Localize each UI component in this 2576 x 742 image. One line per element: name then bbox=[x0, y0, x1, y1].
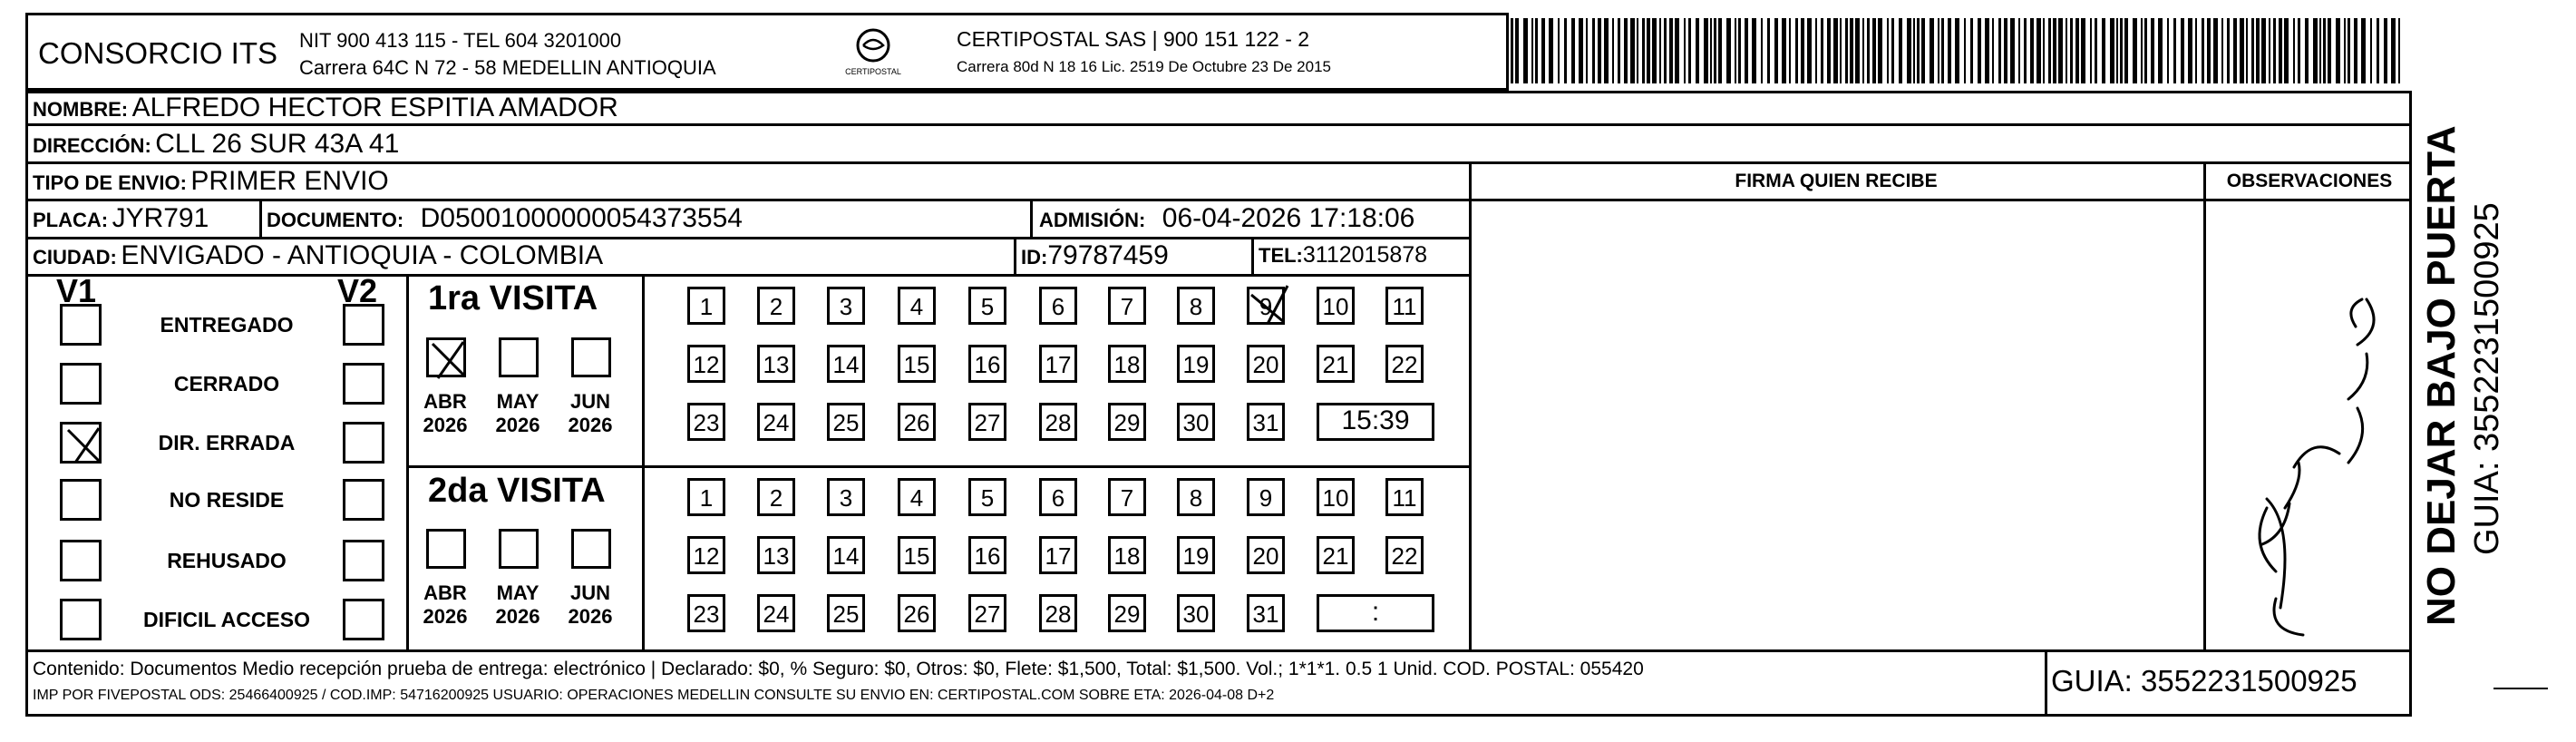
month-label bbox=[559, 390, 622, 437]
month-name: MAY bbox=[496, 390, 540, 413]
document-field bbox=[267, 203, 743, 234]
month-year: 2026 bbox=[568, 414, 613, 436]
day-box[interactable]: 4 bbox=[898, 478, 936, 516]
carrier-line: CERTIPOSTAL SAS | 900 151 122 - 2 bbox=[957, 27, 1310, 51]
day-box[interactable]: 25 bbox=[827, 403, 865, 441]
shipment-value: PRIMER ENVIO bbox=[190, 166, 389, 196]
address-field bbox=[33, 129, 399, 160]
v1-checkbox[interactable] bbox=[60, 363, 102, 405]
day-box[interactable]: 2 bbox=[757, 478, 795, 516]
day-box[interactable]: 17 bbox=[1039, 345, 1077, 383]
city-field bbox=[33, 240, 603, 271]
day-box[interactable]: 28 bbox=[1039, 594, 1077, 632]
v1-label: V1 bbox=[56, 272, 97, 309]
receiver-signature-label: FIRMA QUIEN RECIBE bbox=[1735, 171, 1938, 191]
certipostal-logo bbox=[841, 25, 905, 83]
day-box[interactable]: 15 bbox=[898, 536, 936, 574]
v2-checkbox[interactable] bbox=[343, 479, 384, 521]
day-box[interactable]: 10 bbox=[1317, 287, 1355, 325]
v1-checkbox[interactable] bbox=[60, 479, 102, 521]
visit-time-box[interactable]: 15:39 bbox=[1317, 403, 1434, 441]
id-label: ID: bbox=[1021, 246, 1048, 268]
day-number: 9 bbox=[1259, 293, 1273, 320]
day-box[interactable]: 10 bbox=[1317, 478, 1355, 516]
day-box[interactable]: 19 bbox=[1177, 536, 1215, 574]
day-box[interactable]: 12 bbox=[687, 536, 725, 574]
name-value: ALFREDO HECTOR ESPITIA AMADOR bbox=[131, 93, 618, 122]
day-box[interactable]: 28 bbox=[1039, 403, 1077, 441]
shipment-label: TIPO DE ENVIO: bbox=[33, 171, 187, 194]
day-box[interactable]: 5 bbox=[968, 478, 1006, 516]
barcode bbox=[1505, 15, 2412, 87]
v2-checkbox[interactable] bbox=[343, 540, 384, 581]
day-box[interactable]: 15 bbox=[898, 345, 936, 383]
v1-checkbox[interactable] bbox=[60, 304, 102, 346]
v2-label: V2 bbox=[337, 272, 378, 309]
address-label: DIRECCIÓN: bbox=[33, 134, 151, 157]
logo-text: CERTIPOSTAL bbox=[845, 67, 901, 76]
day-box[interactable]: 1 bbox=[687, 478, 725, 516]
month-year: 2026 bbox=[423, 414, 468, 436]
month-year: 2026 bbox=[423, 605, 468, 628]
day-box[interactable]: 1 bbox=[687, 287, 725, 325]
month-checkbox[interactable] bbox=[499, 337, 539, 377]
handwritten-signature bbox=[2212, 272, 2394, 644]
month-year: 2026 bbox=[495, 414, 540, 436]
day-box[interactable]: 23 bbox=[687, 403, 725, 441]
right-edge-mark bbox=[2493, 688, 2548, 689]
day-box[interactable]: 16 bbox=[968, 536, 1006, 574]
day-box[interactable]: 31 bbox=[1247, 594, 1285, 632]
day-box[interactable]: 18 bbox=[1108, 536, 1146, 574]
day-box[interactable]: 25 bbox=[827, 594, 865, 632]
day-box[interactable]: 13 bbox=[757, 536, 795, 574]
city-label: CIUDAD: bbox=[33, 246, 117, 268]
document-value: D05001000000054373554 bbox=[420, 203, 743, 233]
month-year: 2026 bbox=[495, 605, 540, 628]
month-year: 2026 bbox=[568, 605, 613, 628]
day-box[interactable]: 30 bbox=[1177, 594, 1215, 632]
day-box[interactable]: 22 bbox=[1385, 345, 1424, 383]
month-name: MAY bbox=[496, 581, 540, 604]
day-box[interactable]: 16 bbox=[968, 345, 1006, 383]
no-leave-under-door-warning: NO DEJAR BAJO PUERTA bbox=[2419, 125, 2464, 626]
day-box[interactable]: 21 bbox=[1317, 536, 1355, 574]
day-box[interactable]: 14 bbox=[827, 536, 865, 574]
day-box[interactable]: 11 bbox=[1385, 478, 1424, 516]
print-info-line: IMP POR FIVEPOSTAL ODS: 25466400925 / COD.IMP: 54716200925 USUARIO: OPERACIONES MEDELLIN CONSULTE SU ENVIO EN: CERTIPOSTAL.COM SOBRE ETA: 2026-04-08 D+2 bbox=[33, 688, 1275, 703]
day-box[interactable]: 29 bbox=[1108, 403, 1146, 441]
address-value: CLL 26 SUR 43A 41 bbox=[155, 129, 400, 159]
check-mark-icon bbox=[1248, 282, 1293, 327]
plate-field bbox=[33, 203, 209, 234]
month-checkbox[interactable] bbox=[571, 337, 611, 377]
day-box[interactable]: 7 bbox=[1108, 287, 1146, 325]
content-line: Contenido: Documentos Medio recepción prueba de entrega: electrónico | Declarado: $0, % Seguro: $0, Otros: $0, Flete: $1,500, Total: $1,500. Vol.; 1*1*1. 0.5 1 Unid. COD. POSTAL: 055420 bbox=[33, 659, 1644, 679]
company-name: CONSORCIO ITS bbox=[38, 36, 278, 70]
city-value: ENVIGADO - ANTIOQUIA - COLOMBIA bbox=[121, 240, 604, 270]
admission-value: 06-04-2026 17:18:06 bbox=[1162, 203, 1415, 233]
day-box[interactable]: 20 bbox=[1247, 536, 1285, 574]
v1-checkbox[interactable] bbox=[60, 599, 102, 640]
document-label: DOCUMENTO: bbox=[267, 209, 404, 231]
day-box[interactable]: 18 bbox=[1108, 345, 1146, 383]
day-box[interactable]: 26 bbox=[898, 403, 936, 441]
day-box[interactable]: 27 bbox=[968, 403, 1006, 441]
day-box[interactable]: 14 bbox=[827, 345, 865, 383]
month-name: JUN bbox=[569, 390, 610, 413]
day-box[interactable]: 31 bbox=[1247, 403, 1285, 441]
day-box[interactable]: 8 bbox=[1177, 287, 1215, 325]
status-option-label: NO RESIDE bbox=[169, 488, 285, 512]
day-box[interactable]: 27 bbox=[968, 594, 1006, 632]
v2-checkbox[interactable] bbox=[343, 363, 384, 405]
observations-label: OBSERVACIONES bbox=[2226, 171, 2393, 191]
month-name: JUN bbox=[569, 581, 610, 604]
month-name: ABR bbox=[423, 390, 467, 413]
month-label bbox=[413, 581, 477, 629]
day-box[interactable]: 24 bbox=[757, 594, 795, 632]
status-option-label: CERRADO bbox=[173, 372, 280, 395]
day-box[interactable]: 8 bbox=[1177, 478, 1215, 516]
second-visit-title: 2da VISITA bbox=[428, 472, 606, 510]
month-label bbox=[486, 390, 549, 437]
day-box[interactable]: 26 bbox=[898, 594, 936, 632]
footer-guide: GUIA: 3552231500925 bbox=[2051, 664, 2357, 698]
day-box[interactable]: 19 bbox=[1177, 345, 1215, 383]
month-checkbox[interactable] bbox=[499, 529, 539, 569]
admission-label: ADMISIÓN: bbox=[1039, 209, 1146, 231]
month-label bbox=[486, 581, 549, 629]
month-checkbox[interactable] bbox=[426, 529, 466, 569]
side-guide: GUIA: 3552231500925 bbox=[2468, 202, 2506, 555]
first-visit-title: 1ra VISITA bbox=[428, 279, 598, 317]
day-box[interactable]: 20 bbox=[1247, 345, 1285, 383]
status-option-label: DIFICIL ACCESO bbox=[142, 608, 310, 631]
name-field bbox=[33, 93, 618, 123]
day-box[interactable]: 2 bbox=[757, 287, 795, 325]
day-box[interactable]: 22 bbox=[1385, 536, 1424, 574]
company-address: Carrera 64C N 72 - 58 MEDELLIN ANTIOQUIA bbox=[299, 56, 716, 79]
shipment-field bbox=[33, 166, 389, 197]
name-label: NOMBRE: bbox=[33, 98, 129, 121]
day-box[interactable]: 4 bbox=[898, 287, 936, 325]
month-label bbox=[413, 390, 477, 437]
day-box[interactable]: 21 bbox=[1317, 345, 1355, 383]
day-box[interactable]: 3 bbox=[827, 287, 865, 325]
day-box[interactable]: 5 bbox=[968, 287, 1006, 325]
plate-label: PLACA: bbox=[33, 209, 109, 231]
day-box[interactable]: 9 bbox=[1247, 478, 1285, 516]
plate-value: JYR791 bbox=[112, 203, 209, 233]
day-box[interactable]: 29 bbox=[1108, 594, 1146, 632]
day-box[interactable]: 17 bbox=[1039, 536, 1077, 574]
v2-checkbox[interactable] bbox=[343, 599, 384, 640]
day-box[interactable]: 7 bbox=[1108, 478, 1146, 516]
license-line: Carrera 80d N 18 16 Lic. 2519 De Octubre 23 De 2015 bbox=[957, 58, 1331, 75]
tel-value: 3112015878 bbox=[1302, 242, 1428, 268]
month-label bbox=[559, 581, 622, 629]
day-box[interactable]: 23 bbox=[687, 594, 725, 632]
check-mark-icon bbox=[429, 340, 469, 380]
visit-time-box[interactable]: : bbox=[1317, 594, 1434, 632]
month-name: ABR bbox=[423, 581, 467, 604]
v1-checkbox[interactable] bbox=[60, 422, 102, 464]
status-option-label: DIR. ERRADA bbox=[158, 431, 296, 454]
v2-checkbox[interactable] bbox=[343, 422, 384, 464]
month-checkbox[interactable] bbox=[571, 529, 611, 569]
v1-checkbox[interactable] bbox=[60, 540, 102, 581]
day-box[interactable]: 13 bbox=[757, 345, 795, 383]
tel-label: TEL: bbox=[1259, 244, 1303, 267]
v2-checkbox[interactable] bbox=[343, 304, 384, 346]
day-box[interactable]: 30 bbox=[1177, 403, 1215, 441]
day-box[interactable]: 12 bbox=[687, 345, 725, 383]
admission-field bbox=[1039, 203, 1414, 234]
day-box[interactable]: 24 bbox=[757, 403, 795, 441]
month-checkbox[interactable] bbox=[426, 337, 466, 377]
id-value: 79787459 bbox=[1047, 240, 1169, 270]
day-box[interactable] bbox=[1247, 287, 1285, 325]
day-box[interactable]: 6 bbox=[1039, 478, 1077, 516]
day-box[interactable]: 11 bbox=[1385, 287, 1424, 325]
status-option-label: ENTREGADO bbox=[160, 313, 294, 337]
check-mark-icon bbox=[63, 425, 104, 466]
status-option-label: REHUSADO bbox=[167, 549, 287, 572]
id-field bbox=[1021, 240, 1169, 271]
day-box[interactable]: 6 bbox=[1039, 287, 1077, 325]
barcode-graphic bbox=[1505, 15, 2412, 87]
tel-field bbox=[1259, 242, 1427, 268]
nit-line: NIT 900 413 115 - TEL 604 3201000 bbox=[299, 29, 622, 52]
day-box[interactable]: 3 bbox=[827, 478, 865, 516]
